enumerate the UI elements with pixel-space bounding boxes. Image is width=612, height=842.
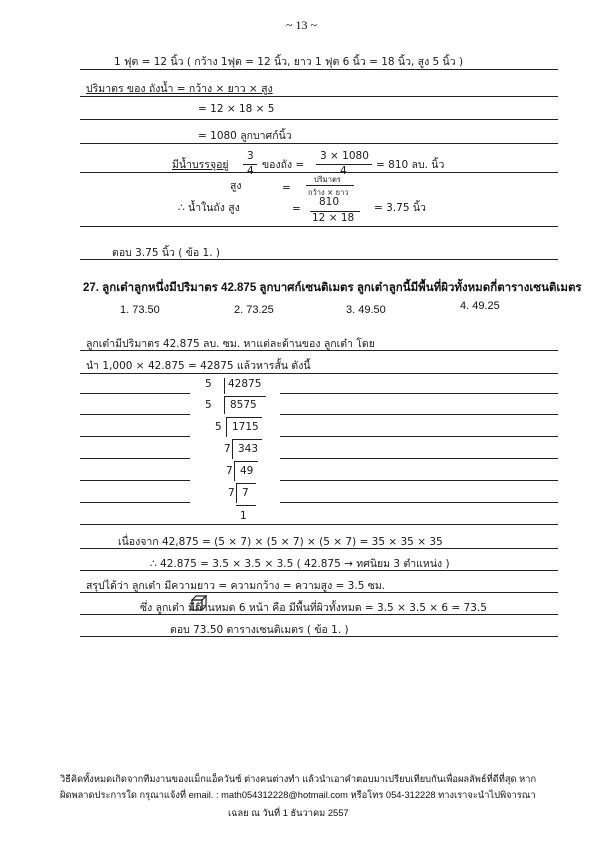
answer-line: ตอบ 3.75 นิ้ว ( ข้อ 1. )	[112, 247, 220, 259]
question-text: 27. ลูกเต๋าลูกหนึ่งมีปริมาตร 42.875 ลูกบาศก์เซนติเมตร ลูกเต๋าลูกนี้มีพื้นที่ผิวทั้งหมดกี่ตารางเซนติเมตร	[83, 282, 582, 294]
quotient: 343	[238, 443, 259, 455]
division-line	[226, 417, 262, 418]
option-3: 3. 49.50	[346, 304, 386, 316]
ruled-line	[280, 414, 558, 415]
work-line: นำ 1,000 × 42.875 = 42875 แล้วหารสั้น ดังนี้	[86, 360, 311, 372]
divisor: 7	[226, 465, 233, 477]
division-line	[224, 396, 266, 397]
ruled-line	[80, 226, 558, 227]
fraction-numerator: 3 × 1080	[320, 150, 369, 162]
ruled-line	[80, 143, 558, 144]
work-text: สูง	[230, 180, 242, 192]
fraction-numerator: ปริมาตร	[314, 175, 341, 184]
answer-line: ตอบ 73.50 ตารางเซนติเมตร ( ข้อ 1. )	[170, 624, 349, 636]
ruled-line	[80, 502, 190, 503]
work-text: ของถัง =	[262, 159, 305, 171]
ruled-line	[80, 96, 558, 97]
divisor: 5	[215, 421, 222, 433]
quotient: 1715	[232, 421, 259, 433]
division-bar	[236, 483, 237, 503]
division-line	[236, 483, 256, 484]
work-text: ∴ น้ำในถัง สูง	[178, 202, 240, 214]
ruled-line	[80, 259, 558, 260]
work-line: ซึ่ง ลูกเต๋า มีด้านหมด 6 หน้า คือ มีพื้นที่ผิวทั้งหมด = 3.5 × 3.5 × 6 = 73.5	[140, 602, 487, 614]
division-bar	[224, 378, 225, 394]
footer-line: วิธีคิดทั้งหมดเกิดจากทีมงานของแม็กแอ็ควันซ์ ต่างคนต่างทำ แล้วนำเอาคำตอบมาเปรียบเทียบกันเพื่อผลลัพธ์ที่ดีที่สุด หาก	[60, 774, 537, 784]
division-bar	[224, 396, 225, 414]
ruled-line	[80, 458, 190, 459]
option-1: 1. 73.50	[120, 304, 160, 316]
footer-line: ผิดพลาดประการใด กรุณาแจ้งที่ email. : math054312228@hotmail.com หรือโทร 054-312228 ทางเราจะนำไปพิจารณา	[60, 790, 536, 800]
divisor: 5	[205, 399, 212, 411]
ruled-line	[80, 636, 558, 637]
ruled-line	[80, 524, 558, 525]
work-line: ลูกเต๋ามีปริมาตร 42.875 ลบ. ซม. หาแต่ละด้านของ ลูกเต๋า โดย	[86, 338, 375, 350]
division-bar	[226, 417, 227, 437]
ruled-line	[80, 614, 558, 615]
work-line: สรุปได้ว่า ลูกเต๋า มีความยาว = ความกว้าง = ความสูง = 3.5 ซม.	[86, 580, 386, 592]
ruled-line	[80, 119, 558, 120]
ruled-line	[80, 436, 190, 437]
ruled-line	[80, 393, 190, 394]
work-text: = 3.75 นิ้ว	[374, 202, 426, 214]
ruled-line	[80, 480, 190, 481]
work-line: 1 ฟุต = 12 นิ้ว ( กว้าง 1ฟุต = 12 นิ้ว, ยาว 1 ฟุต 6 นิ้ว = 18 นิ้ว, สูง 5 นิ้ว )	[114, 56, 464, 68]
fraction-denominator: 12 × 18	[312, 212, 355, 224]
fraction-denominator: กว้าง × ยาว	[308, 188, 349, 197]
fraction-bar	[306, 185, 354, 186]
divisor: 7	[224, 443, 231, 455]
division-line	[232, 439, 262, 440]
work-line: = 12 × 18 × 5	[198, 103, 275, 115]
ruled-line	[280, 393, 558, 394]
quotient: 49	[240, 465, 254, 477]
fraction-numerator: 3	[247, 150, 254, 162]
quotient: 7	[242, 487, 249, 499]
work-line: เนื่องจาก 42,875 = (5 × 7) × (5 × 7) × (5 × 7) = 35 × 35 × 35	[118, 536, 443, 548]
work-line: ปริมาตร ของ ถังน้ำ = กว้าง × ยาว × สูง	[86, 83, 273, 95]
division-line	[236, 505, 256, 506]
ruled-line	[280, 480, 558, 481]
work-text: =	[282, 182, 291, 194]
fraction-denominator: 4	[340, 165, 347, 177]
ruled-line	[280, 502, 558, 503]
work-text: = 810 ลบ. นิ้ว	[376, 159, 445, 171]
division-line	[234, 461, 258, 462]
divisor: 7	[228, 487, 235, 499]
ruled-line	[80, 373, 558, 374]
work-line: = 1080 ลูกบาศก์นิ้ว	[198, 130, 292, 142]
ruled-line	[80, 172, 558, 173]
ruled-line	[80, 570, 558, 571]
footer-date: เฉลย ณ วันที่ 1 ธันวาคม 2557	[228, 808, 349, 818]
work-text: =	[292, 203, 301, 215]
divisor: 5	[205, 378, 212, 390]
ruled-line	[80, 548, 558, 549]
ruled-line	[80, 414, 190, 415]
quotient: 42875	[228, 378, 262, 390]
fraction-numerator: 810	[319, 196, 340, 208]
ruled-line	[280, 436, 558, 437]
division-bar	[232, 439, 233, 459]
fraction-denominator: 4	[247, 165, 254, 177]
quotient: 8575	[230, 399, 257, 411]
page-number: ~ 13 ~	[286, 18, 317, 32]
ruled-line	[80, 592, 558, 593]
ruled-line	[80, 69, 558, 70]
division-bar	[234, 461, 235, 481]
quotient: 1	[240, 510, 247, 522]
work-line: ∴ 42.875 = 3.5 × 3.5 × 3.5 ( 42.875 → ทศนิยม 3 ตำแหน่ง )	[150, 558, 450, 570]
ruled-line	[280, 458, 558, 459]
work-text: มีน้ำบรรจุอยู่	[172, 159, 229, 171]
ruled-line	[80, 350, 558, 351]
option-2: 2. 73.25	[234, 304, 274, 316]
option-4: 4. 49.25	[460, 300, 500, 312]
